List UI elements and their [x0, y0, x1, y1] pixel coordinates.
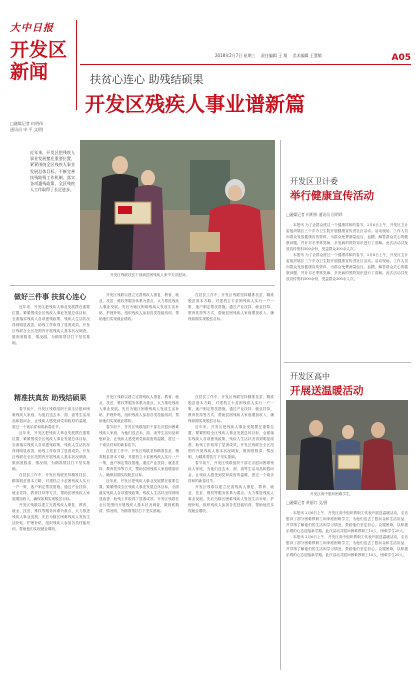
lead-headline: 开发区残疾人事业谱新篇 — [85, 92, 305, 116]
lead-body-col3: 在扶贫工作中，开发区残联坚持精准扶贫、精准脱贫基本方略，对建档立卡贫困残疾人实行一户一策，逐户制定帮扶措施。通过产业扶持、就业扶持、教育扶持等方式，帮助贫困残疾人家庭增加收入，确保如期实现脱贫目标。 — [188, 293, 274, 321]
issue-date: 2018年2月7日 星期三 — [215, 53, 256, 58]
lead-kicker: 扶贫心连心 助残结硕果 — [90, 73, 204, 86]
header-meta — [215, 53, 322, 59]
header-rule — [80, 64, 411, 65]
article3-kicker: 开发区高中 — [290, 372, 330, 381]
article2-headline: 举行健康宣传活动 — [290, 190, 374, 202]
article2-kicker: 开发区卫计委 — [290, 177, 338, 186]
lead-body-col5: 开发区残联以建立完善残疾人康复、教育、就业、扶贫、维权等服务体系为重点，大力推进残疾人事业发展。先后为辖区困难残疾人发放生活补贴、护理补贴，组织残疾人参加各类技能培训，帮助他们实现就业增收。 春节前夕，开发区残联组织干部走访慰问困难残疾人家庭，为他们送去米、面、油等生活用品和慰问金，让残疾人感受到党和政府的温暖，度过一个欢乐祥和的新春佳节。 在扶贫工作中，开发区残联坚持精准扶贫、精准脱贫基本方略，对建档立卡贫困残疾人实行一户一策，逐户制定帮扶措施。通过产业扶持、就业扶持、教育扶持等方式，帮助贫困残疾人家庭增加收入，确保如期实现脱贫目标。 近年来，开发区把残疾人事业发展摆在重要位置，紧紧围绕全区残疾人事业发展总体目标，全面落实残疾人各项惠残政策，残疾人生活状况得到明显改善，助残工作取得了显著成效。开发区残联在全区范围内开展残疾人基本状况调查，做到底数清、情况明，为精准帮扶打下坚实基础。 — [99, 395, 179, 513]
lead-sub2: 精准扶真贫 助残结硕果 — [14, 393, 87, 402]
lead-photo-scene — [80, 140, 275, 270]
lead-body-rule — [10, 285, 275, 286]
lead-photo-caption: 开发区残联扶贫干部到贫困残疾人家中走访慰问。 — [110, 273, 190, 277]
column-divider — [280, 140, 281, 670]
lead-body-col1: 近年来，开发区把残疾人事业发展摆在重要位置，紧紧围绕全区残疾人事业发展总体目标，全面落实残疾人各项惠残政策，残疾人生活状况得到明显改善，助残工作取得了显著成效。开发区残联在全区范围内开展残疾人基本状况调查，做到底数清、情况明，为精准帮扶打下坚实基础。 — [12, 305, 90, 345]
brand-logo: 大中日报 — [10, 23, 54, 34]
article3-body: 本报讯 2月6日上午，开发区高中组织教职工代表开展送温暖活动，走访慰问了部分困难教职工和家庭困难学生，为他们送去了慰问金和生活用品，并详细了解他们的生活和学习情况，鼓励他们坚定信心、克服困难，以积极乐观的心态迎接新学期。此次活动共慰问困难教职工10人、困难学生20人。 本报讯 2月6日上午，开发区高中组织教职工代表开展送温暖活动，走访慰问了部分困难教职工和家庭困难学生，为他们送去了慰问金和生活用品，并详细了解他们的生活和学习情况，鼓励他们坚定信心、克服困难，以积极乐观的心态迎接新学期。此次活动共慰问困难教职工10人、困难学生20人。 — [286, 511, 408, 557]
designer-label: 美术编辑 王慧敏 — [292, 53, 322, 58]
editor-label: 责任编辑 王 翔 — [260, 53, 288, 58]
lead-body-col2: 开发区残联以建立完善残疾人康复、教育、就业、扶贫、维权等服务体系为重点，大力推进残疾人事业发展。先后为辖区困难残疾人发放生活补贴、护理补贴，组织残疾人参加各类技能培训，帮助他们实现就业增收。 — [99, 293, 179, 321]
right-divider-1 — [284, 362, 411, 363]
article3-photo-caption: 开发区高中慰问困难学生。 — [310, 492, 354, 496]
article3-headline: 开展送温暖活动 — [290, 385, 364, 397]
lead-intro: 近年来，开发区把残疾人事业发展摆在重要位置，紧紧围绕全区残疾人事业发展总体目标，不断完善扶残助残工作机制，落实各项惠残政策，全区残疾人工作取得了长足进步。 — [30, 150, 75, 193]
article3-byline: □融媒记者 黄丽红 文/图 — [286, 500, 328, 505]
page-number: A05 — [391, 53, 411, 63]
lead-body-col4: 春节前夕，开发区残联组织干部走访慰问困难残疾人家庭，为他们送去米、面、油等生活用品和慰问金，让残疾人感受到党和政府的温暖，度过一个欢乐祥和的新春佳节。 近年来，开发区把残疾人事业发展摆在重要位置，紧紧围绕全区残疾人事业发展总体目标，全面落实残疾人各项惠残政策，残疾人生活状况得到明显改善，助残工作取得了显著成效。开发区残联在全区范围内开展残疾人基本状况调查，做到底数清、情况明，为精准帮扶打下坚实基础。 在扶贫工作中，开发区残联坚持精准扶贫、精准脱贫基本方略，对建档立卡贫困残疾人实行一户一策，逐户制定帮扶措施。通过产业扶持、就业扶持、教育扶持等方式，帮助贫困残疾人家庭增加收入，确保如期实现脱贫目标。 开发区残联以建立完善残疾人康复、教育、就业、扶贫、维权等服务体系为重点，大力推进残疾人事业发展。先后为辖区困难残疾人发放生活补贴、护理补贴，组织残疾人参加各类技能培训，帮助他们实现就业增收。 — [12, 407, 90, 531]
masthead-divider — [76, 20, 77, 110]
section-title-line2: 新闻 — [10, 61, 49, 83]
section-title-line1: 开发区 — [10, 39, 68, 61]
lead-photo — [80, 140, 275, 270]
article3-photo-scene — [286, 400, 408, 490]
article2-byline: □融媒记者 何明伟 通讯员 田明珍 — [286, 212, 343, 217]
lead-byline: □融媒记者 何明伟 通讯员 申 平 文/图 — [10, 121, 44, 132]
lead-sub1: 做好三件事 扶贫心连心 — [14, 292, 87, 301]
masthead — [10, 19, 70, 99]
article2-body: 本报讯 为了让群众度过一个健康祥和的春节，2月6日上午，开发区卫计委组织辖区三个乡办卫生院开展健康宣传进社区活动。活动现场，工作人员向群众发放健康宣传资料，为群众免费测量血压、血糖，解答群众关心的健康问题，并针对冬季常见病、多发病的预防知识进行了讲解。此次活动共发放宣传资料500余份，受益群众300余人次。 本报讯 为了让群众度过一个健康祥和的春节，2月6日上午，开发区卫计委组织辖区三个乡办卫生院开展健康宣传进社区活动。活动现场，工作人员向群众发放健康宣传资料，为群众免费测量血压、血糖，解答群众关心的健康问题，并针对冬季常见病、多发病的预防知识进行了讲解。此次活动共发放宣传资料500余份，受益群众300余人次。 — [286, 223, 408, 281]
article3-photo — [286, 400, 408, 490]
lead-body-col6: 在扶贫工作中，开发区残联坚持精准扶贫、精准脱贫基本方略，对建档立卡贫困残疾人实行一户一策，逐户制定帮扶措施。通过产业扶持、就业扶持、教育扶持等方式，帮助贫困残疾人家庭增加收入，确保如期实现脱贫目标。 近年来，开发区把残疾人事业发展摆在重要位置，紧紧围绕全区残疾人事业发展总体目标，全面落实残疾人各项惠残政策，残疾人生活状况得到明显改善，助残工作取得了显著成效。开发区残联在全区范围内开展残疾人基本状况调查，做到底数清、情况明，为精准帮扶打下坚实基础。 春节前夕，开发区残联组织干部走访慰问困难残疾人家庭，为他们送去米、面、油等生活用品和慰问金，让残疾人感受到党和政府的温暖，度过一个欢乐祥和的新春佳节。 开发区残联以建立完善残疾人康复、教育、就业、扶贫、维权等服务体系为重点，大力推进残疾人事业发展。先后为辖区困难残疾人发放生活补贴、护理补贴，组织残疾人参加各类技能培训，帮助他们实现就业增收。 — [188, 395, 274, 513]
